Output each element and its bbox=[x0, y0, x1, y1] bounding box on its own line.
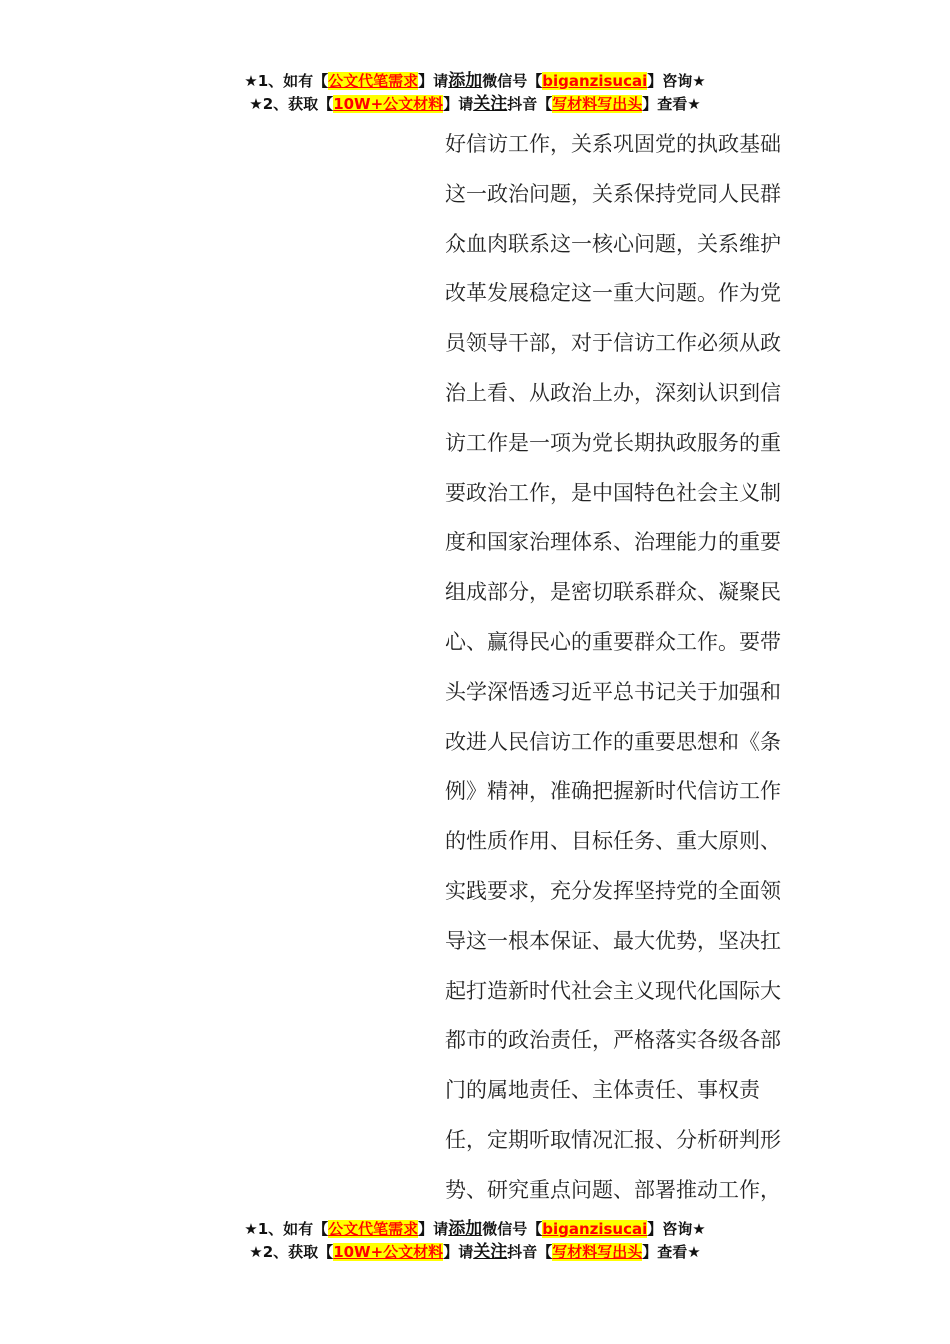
footer-banner-line-1 bbox=[0, 1218, 950, 1240]
body-line: 都市的政治责任，严格落实各级各部 bbox=[445, 1028, 781, 1053]
banner-text: ★1、如有【 bbox=[244, 1220, 329, 1238]
body-line: 这一政治问题，关系保持党同人民群 bbox=[445, 181, 781, 206]
body-line: 例》精神，准确把握新时代信访工作 bbox=[445, 779, 781, 804]
banner-text: 】请 bbox=[418, 72, 449, 90]
banner-text: 】请 bbox=[418, 1220, 449, 1238]
body-line: 组成部分，是密切联系群众、凝聚民 bbox=[445, 580, 781, 605]
banner-highlight: 写材料写出头 bbox=[552, 95, 643, 113]
banner-text: 】请 bbox=[443, 1243, 474, 1261]
banner-highlight: biganzisucai bbox=[542, 72, 648, 90]
body-line: 的性质作用、目标任务、重大原则、 bbox=[445, 829, 781, 854]
body-line: 改革发展稳定这一重大问题。作为党 bbox=[445, 281, 781, 306]
body-line: 好信访工作，关系巩固党的执政基础 bbox=[445, 132, 781, 156]
body-line: 头学深悟透习近平总书记关于加强和 bbox=[445, 679, 781, 704]
banner-highlight: 写材料写出头 bbox=[552, 1243, 643, 1261]
header-banner-line-1 bbox=[0, 70, 950, 92]
banner-text: ★1、如有【 bbox=[244, 72, 329, 90]
banner-highlight: biganzisucai bbox=[542, 1220, 648, 1238]
footer-banner-line-2 bbox=[0, 1241, 950, 1263]
banner-text: 】查看★ bbox=[642, 1243, 701, 1261]
body-line: 心、赢得民心的重要群众工作。要带 bbox=[445, 629, 781, 654]
body-line: 门的属地责任、主体责任、事权责 bbox=[445, 1078, 760, 1103]
banner-text: 】咨询★ bbox=[647, 1220, 706, 1238]
body-line: 实践要求，充分发挥坚持党的全面领 bbox=[445, 878, 781, 903]
body-line: 起打造新时代社会主义现代化国际大 bbox=[445, 978, 781, 1003]
body-line: 治上看、从政治上办，深刻认识到信 bbox=[445, 380, 781, 405]
banner-text: 微信号【 bbox=[482, 72, 543, 90]
body-line: 势、研究重点问题、部署推动工作， bbox=[445, 1177, 781, 1202]
header-banner-line-2 bbox=[0, 93, 950, 115]
banner-text: 】查看★ bbox=[642, 95, 701, 113]
banner-emphasis: 关注 bbox=[473, 1242, 508, 1262]
banner-text: ★2、获取【 bbox=[249, 95, 334, 113]
banner-emphasis: 关注 bbox=[473, 94, 508, 114]
body-line: 任，定期听取情况汇报、分析研判形 bbox=[445, 1127, 781, 1152]
banner-highlight: 公文代笔需求 bbox=[328, 72, 419, 90]
body-line: 改进人民信访工作的重要思想和《条 bbox=[445, 729, 781, 754]
banner-text: 】咨询★ bbox=[647, 72, 706, 90]
banner-text: 抖音【 bbox=[507, 95, 553, 113]
body-line: 导这一根本保证、最大优势，坚决扛 bbox=[445, 928, 781, 953]
banner-text: 】请 bbox=[443, 95, 474, 113]
banner-highlight: 10W+公文材料 bbox=[333, 95, 444, 113]
body-line: 众血肉联系这一核心问题，关系维护 bbox=[445, 231, 781, 256]
body-paragraph bbox=[445, 120, 815, 1216]
body-line: 访工作是一项为党长期执政服务的重 bbox=[445, 430, 781, 455]
banner-emphasis: 添加 bbox=[448, 1219, 483, 1239]
banner-highlight: 公文代笔需求 bbox=[328, 1220, 419, 1238]
banner-text: ★2、获取【 bbox=[249, 1243, 334, 1261]
body-line: 度和国家治理体系、治理能力的重要 bbox=[445, 530, 781, 555]
banner-highlight: 10W+公文材料 bbox=[333, 1243, 444, 1261]
body-line: 要政治工作，是中国特色社会主义制 bbox=[445, 480, 781, 505]
banner-text: 抖音【 bbox=[507, 1243, 553, 1261]
banner-emphasis: 添加 bbox=[448, 71, 483, 91]
body-line: 员领导干部，对于信访工作必须从政 bbox=[445, 331, 781, 356]
banner-text: 微信号【 bbox=[482, 1220, 543, 1238]
